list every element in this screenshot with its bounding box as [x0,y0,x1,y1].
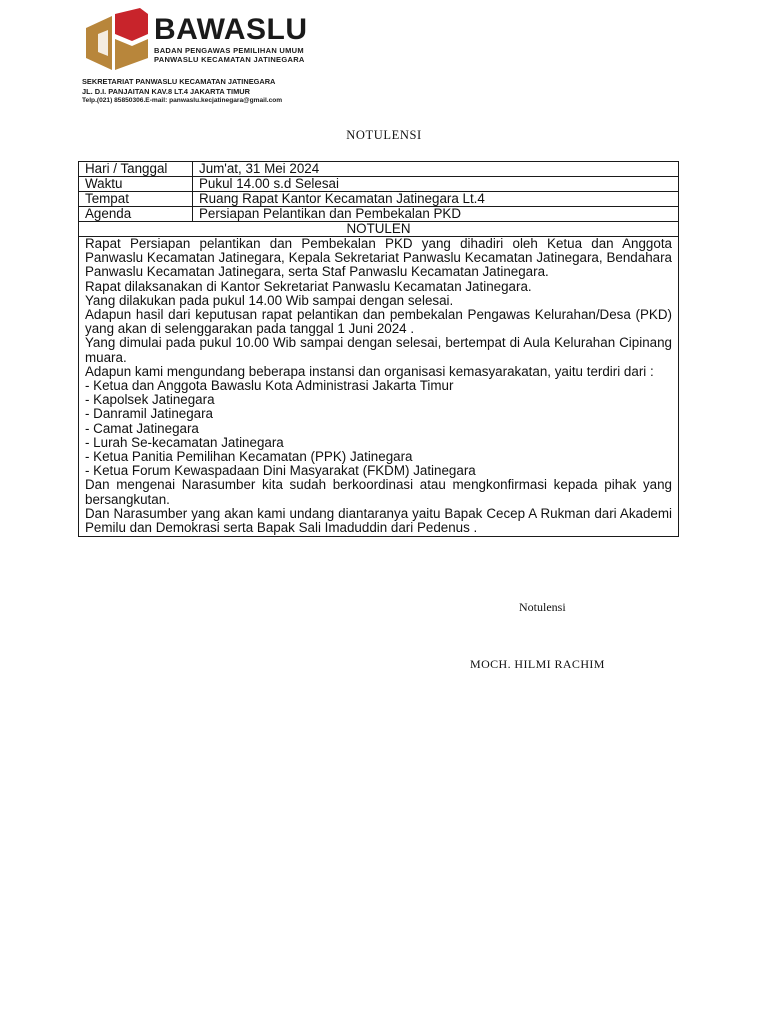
notulen-paragraph: Yang dilakukan pada pukul 14.00 Wib sampai dengan selesai. [85,292,454,308]
notulen-paragraph: Yang dimulai pada pukul 10.00 Wib sampai dengan selesai, bertempat di Aula Kelurahan Cipinang muara. [85,335,672,365]
signature-name: MOCH. HILMI RACHIM [470,657,605,671]
address-line-1: SEKRETARIAT PANWASLU KECAMATAN JATINEGARA [82,77,276,86]
agenda-value: Persiapan Pelantikan dan Pembekalan PKD [193,207,679,222]
invitee-list-item: - Camat Jatinegara [85,420,199,436]
waktu-label: Waktu [79,177,193,192]
letterhead [82,6,352,110]
brand-subtitle-agency: BADAN PENGAWAS PEMILIHAN UMUM [154,46,304,55]
invitee-list-item: - Ketua Panitia Pemilihan Kecamatan (PPK) Jatinegara [85,449,413,465]
hari-value: Jum'at, 31 Mei 2024 [193,162,679,177]
notulen-header: NOTULEN [79,222,679,237]
table-row [79,222,679,237]
waktu-value: Pukul 14.00 s.d Selesai [193,177,679,192]
table-row [79,162,679,177]
invitee-list-item: - Ketua Forum Kewaspadaan Dini Masyarakat (FKDM) Jatinegara [85,463,476,479]
tempat-value: Ruang Rapat Kantor Kecamatan Jatinegara Lt.4 [193,192,679,207]
address-line-2: JL. D.I. PANJAITAN KAV.8 LT.4 JAKARTA TIMUR [82,86,250,96]
notulen-paragraph: Dan Narasumber yang akan kami undang diantaranya yaitu Bapak Cecep A Rukman dari Akademi Pemilu dan Demokrasi serta Bapak Sali Imaduddin dari Pedenus . [85,505,672,536]
table-row [79,192,679,207]
notulen-paragraph: Rapat dilaksanakan di Kantor Sekretariat Panwaslu Kecamatan Jatinegara. [85,278,532,294]
bawaslu-logo [82,8,152,74]
invitee-list-item: - Ketua dan Anggota Bawaslu Kota Administrasi Jakarta Timur [85,378,454,394]
brand-block [154,14,308,64]
contact-line: Telp.(021) 85850306.E-mail: panwaslu.kecjatinegara@gmail.com [82,97,283,104]
signature-label: Notulensi [519,600,566,614]
notulen-body [79,237,679,537]
brand-name: BAWASLU [154,13,308,46]
notulen-paragraph: Rapat Persiapan pelantikan dan Pembekalan PKD yang dihadiri oleh Ketua dan Anggota Panwaslu Kecamatan Jatinegara, Kepala Sekretariat Panwaslu Kecamatan Jatinegara, Bendahara Panwaslu Kecamatan Jatinegara, serta Staf Panwaslu Kecamatan Jatinegara. [85,236,672,280]
address-block [82,77,282,106]
invitee-list-item: - Danramil Jatinegara [85,406,214,422]
notulen-paragraph: Dan mengenai Narasumber kita sudah berkoordinasi atau mengkonfirmasi kepada pihak yang bersangkutan. [85,477,672,507]
table-row [79,207,679,222]
invitee-list-item: - Lurah Se-kecamatan Jatinegara [85,434,284,450]
notulen-paragraph: Adapun kami mengundang beberapa instansi dan organisasi kemasyarakatan, yaitu terdiri dari : [85,363,654,379]
document-title: NOTULENSI [346,128,422,142]
agenda-label: Agenda [79,207,193,222]
notulen-paragraph: Adapun hasil dari keputusan rapat pelantikan dan pembekalan Pengawas Kelurahan/Desa (PKD) yang akan di selenggarakan pada tanggal 1 Juni 2024 . [85,307,672,337]
table-row [79,237,679,537]
invitee-list-item: - Kapolsek Jatinegara [85,392,215,408]
hari-label: Hari / Tanggal [79,162,193,177]
tempat-label: Tempat [79,192,193,207]
table-row [79,177,679,192]
brand-subtitle-office: PANWASLU KECAMATAN JATINEGARA [154,55,305,64]
minutes-table [78,161,679,537]
